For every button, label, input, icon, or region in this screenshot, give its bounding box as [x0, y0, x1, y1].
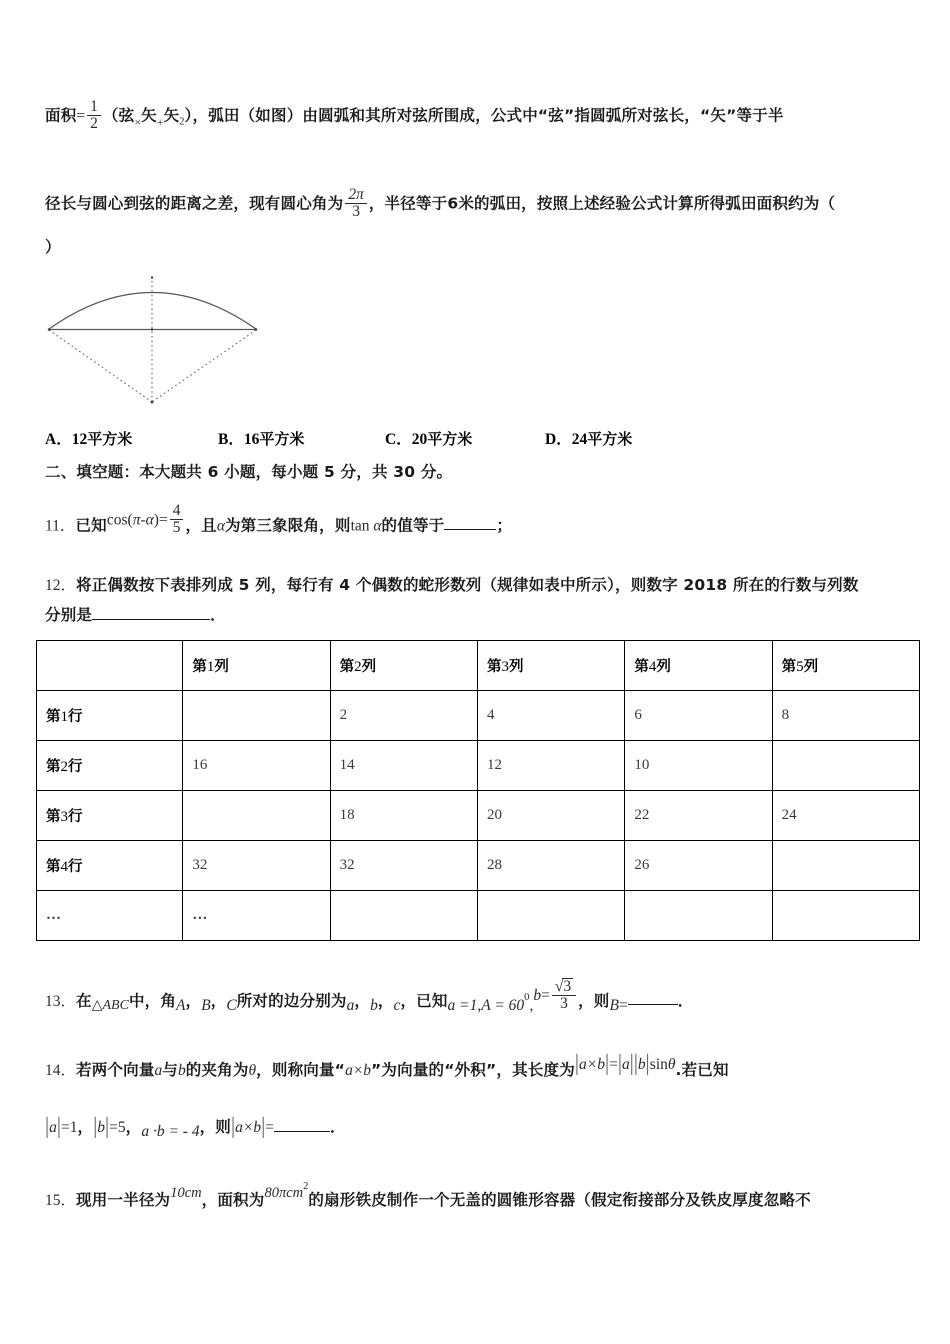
q11-alpha: α	[145, 511, 154, 529]
table-cell-r5c1: …	[183, 891, 330, 941]
q14-line2-mag-b: b	[97, 1119, 106, 1136]
table-row	[37, 691, 920, 741]
table-cell-r5c3	[477, 891, 624, 941]
row1-index: 1	[60, 709, 68, 725]
abs-bar-open-1: |	[575, 1050, 579, 1077]
q10-area-label: 面积	[45, 106, 77, 125]
q11-alpha3: α	[373, 517, 382, 535]
q14-mag-a: a	[621, 1056, 630, 1073]
q14-line1-f: .若已知	[675, 1061, 729, 1079]
col1-index: 1	[206, 659, 215, 675]
q13-lead: 在	[76, 991, 92, 1010]
q11-value-denominator: 5	[172, 519, 181, 537]
q13-mid3: ，则	[578, 991, 610, 1010]
q14-vector-a: a	[154, 1062, 163, 1079]
table-cell-r2c2: 14	[330, 741, 477, 791]
q10-line1	[45, 100, 784, 134]
q10-half-fraction	[87, 99, 101, 133]
option-d-value: 24	[571, 431, 588, 448]
row4-prefix: 第	[46, 859, 61, 875]
col5-suffix: 列	[803, 659, 819, 675]
q14-mag-cross: a×b	[579, 1056, 605, 1073]
abs-bar-open-2: |	[618, 1050, 622, 1077]
q10-term-chord: 弦	[118, 106, 135, 125]
option-c-value: 20	[411, 431, 428, 448]
q11-minus: -	[140, 511, 146, 529]
col2-suffix: 列	[361, 659, 377, 675]
row3-suffix: 行	[68, 809, 83, 825]
q13-radicand: 3	[563, 978, 572, 995]
q13-number: 13．	[45, 992, 77, 1010]
arc-apex-point	[151, 276, 153, 278]
table-cell-r2c5	[772, 741, 919, 791]
q14-formula-equals: =	[609, 1056, 618, 1073]
table-cell-r3c3: 20	[477, 791, 624, 841]
row1-prefix: 第	[46, 709, 61, 725]
option-d-unit: 平方米	[587, 430, 633, 448]
table-col-header-1	[183, 641, 330, 691]
radius-right-dashed	[152, 330, 256, 402]
q13-mid1: 中，角	[128, 991, 177, 1010]
q11-tail: 的值等于	[381, 516, 445, 535]
q11-line	[45, 502, 513, 544]
table-header-row	[37, 641, 920, 691]
option-b-label: B．	[218, 431, 244, 448]
col3-suffix: 列	[508, 659, 524, 675]
col4-index: 4	[648, 659, 657, 675]
col3-index: 3	[501, 659, 509, 675]
q10-times-operator: ×	[134, 115, 142, 130]
q15-number: 15．	[45, 1192, 77, 1210]
q11-value-numerator: 4	[170, 503, 184, 520]
q12-line2-tail: ．	[210, 606, 226, 624]
table-row	[37, 891, 920, 941]
option-d[interactable]	[545, 427, 632, 449]
col2-index: 2	[354, 659, 362, 675]
row4-index: 4	[60, 859, 68, 875]
col5-index: 5	[796, 659, 804, 675]
q10-term-sagitta-1: 矢	[141, 106, 157, 125]
q13-known-label: 已知	[416, 991, 448, 1010]
abs-bar-open-3: |	[634, 1050, 638, 1077]
table-cell-r5c2	[330, 891, 477, 941]
q14-line2-eq-b: =5	[109, 1119, 126, 1136]
table-cell-r4c1: 32	[183, 841, 330, 891]
table-row	[37, 741, 920, 791]
q14-line2-comma-1: ，	[77, 1118, 94, 1136]
table-cell-r3c4: 22	[625, 791, 772, 841]
q13-vertex-a: A	[176, 996, 186, 1014]
q14-line1-a: 若两个向量	[76, 1061, 155, 1079]
col5-prefix: 第	[781, 659, 797, 675]
option-d-label: D．	[545, 431, 572, 448]
q11-arg-open: (	[127, 511, 133, 529]
q14-line2-mag-a: a	[49, 1119, 57, 1136]
q14-line1-d: ，则称向量“	[256, 1061, 346, 1079]
q11-alpha2: α	[216, 517, 225, 535]
q10-line1-tail: ，弧田（如图）由圆弧和其所对弦所围成，公式中“弦”指圆弧所对弦长，“矢”等于半	[192, 106, 784, 125]
q10-term-sagitta-2: 矢	[163, 106, 180, 125]
table-cell-r1c4: 6	[625, 691, 772, 741]
abs-bar-close-1: |	[605, 1050, 609, 1077]
q13-triangle-abc: △ABC	[91, 997, 129, 1013]
q10-paren-close: ）	[184, 106, 193, 125]
q10-line2	[45, 188, 835, 222]
q10-paren-open: （	[102, 106, 119, 125]
row4-suffix: 行	[68, 859, 83, 875]
q14-number: 14．	[45, 1062, 77, 1079]
option-c[interactable]	[385, 427, 472, 449]
col4-suffix: 列	[656, 659, 671, 675]
col4-prefix: 第	[634, 659, 649, 675]
q14-line1-e: ”为向量的“外积”，其长度为	[371, 1061, 575, 1079]
q10-options	[45, 427, 925, 451]
q14-dot-product-expression: a ·b = - 4	[141, 1123, 200, 1140]
q10-line3: ）	[45, 238, 61, 256]
row2-index: 2	[60, 759, 68, 775]
q12-line1	[45, 578, 859, 594]
q15-line1	[45, 1181, 811, 1210]
q13-comma-5: ，	[400, 991, 417, 1010]
q13-answer-equals: =	[618, 996, 628, 1014]
q15-area-exponent: 2	[303, 1181, 309, 1192]
snake-number-table	[36, 640, 920, 941]
q13-comma-2: ，	[210, 991, 227, 1010]
abs-bar-open-4: |	[45, 1113, 49, 1140]
q11-cos-expression	[107, 504, 186, 538]
arc-endpoint-left	[48, 328, 51, 331]
q10-angle-numerator: 2π	[345, 187, 367, 204]
abs-bar-close-2: |	[630, 1050, 634, 1077]
option-b-unit: 平方米	[259, 430, 305, 448]
table-cell-r3c5: 24	[772, 791, 919, 841]
q13-b-value-expression	[533, 979, 578, 1014]
table-cell-r5c5	[772, 891, 919, 941]
q14-line2	[45, 1113, 346, 1140]
q13-b-denominator: 3	[560, 995, 568, 1013]
q11-equals: =	[158, 511, 168, 529]
q13-side-b: b	[370, 996, 378, 1014]
q14-mag-b: b	[637, 1056, 646, 1073]
q13-line	[45, 978, 694, 1020]
q14-theta: θ	[248, 1062, 257, 1079]
col3-prefix: 第	[486, 659, 502, 675]
q14-theta2: θ	[667, 1056, 676, 1073]
q15-radius-value: 10cm	[170, 1185, 202, 1202]
q10-term-sagitta-2-sub: 2	[179, 116, 185, 128]
q13-comma-6: ,	[477, 996, 482, 1014]
q11-arg-close: )	[153, 511, 159, 529]
col1-suffix: 列	[214, 659, 229, 675]
q13-side-a: a	[346, 996, 355, 1014]
q13-mid2: 所对的边分别为	[236, 991, 347, 1010]
q15-mid1: ，面积为	[201, 1191, 265, 1210]
q12-answer-blank[interactable]	[92, 619, 210, 620]
q10-radius-value: 6	[447, 194, 459, 213]
q13-comma-3: ，	[354, 991, 371, 1010]
q11-answer-blank[interactable]	[444, 529, 496, 530]
option-c-unit: 平方米	[427, 430, 473, 448]
q13-b-var: b	[533, 986, 542, 1004]
q10-angle-denominator: 3	[352, 203, 360, 221]
q14-line2-end: ．	[329, 1118, 346, 1136]
option-b[interactable]	[218, 427, 304, 449]
option-a[interactable]	[45, 427, 132, 449]
q13-side-c: c	[393, 996, 401, 1014]
q13-answer-var-B: B	[609, 996, 619, 1014]
q10-line2-tail-a: ，半径等于	[368, 194, 448, 213]
q11-cos-operator: cos	[106, 511, 128, 529]
table-cell-r1c1	[183, 691, 330, 741]
table-corner-cell	[37, 641, 183, 691]
table-cell-r4c2: 32	[330, 841, 477, 891]
q15-tail: 的扇形铁皮制作一个无盖的圆锥形容器（假定衔接部分及铁皮厚度忽略不	[308, 1191, 811, 1210]
q15-lead: 现用一半径为	[76, 1191, 171, 1210]
option-a-value: 12	[71, 431, 88, 448]
option-a-unit: 平方米	[87, 430, 133, 448]
table-row	[37, 791, 920, 841]
q11-pi: π	[132, 511, 141, 529]
row3-index: 3	[60, 809, 68, 825]
q10-half-denominator: 2	[90, 115, 98, 133]
q10-plus-operator: +	[156, 115, 164, 130]
abs-bar-close-5: |	[105, 1113, 109, 1140]
sqrt-icon: √	[554, 978, 564, 995]
table-cell-r4c4: 26	[625, 841, 772, 891]
abs-bar-close-4: |	[57, 1113, 61, 1140]
q13-condition-A: A = 60	[481, 996, 525, 1014]
q10-central-angle-fraction	[345, 187, 367, 221]
table-row-header-2	[37, 741, 183, 791]
option-a-label: A．	[45, 431, 72, 448]
q14-vector-b: b	[177, 1062, 186, 1079]
q13-b-equals: =	[541, 986, 550, 1004]
q14-length-formula	[575, 1050, 676, 1077]
col1-prefix: 第	[192, 659, 207, 675]
row1-suffix: 行	[68, 709, 83, 725]
q13-degree-sign: 0	[524, 991, 530, 1003]
q14-line2-mag-cross: a×b	[235, 1119, 262, 1136]
q14-sin-operator: sin	[649, 1056, 668, 1073]
q15-area-value: 80πcm	[264, 1185, 304, 1202]
q14-line1	[45, 1050, 729, 1079]
q12-line1-text: 将正偶数按下表排列成 5 列，每行有 4 个偶数的蛇形数列（规律如表中所示），则数字 2018 所在的行数与列数	[76, 576, 859, 594]
q14-line2-eq-c: =	[265, 1119, 274, 1136]
q13-vertex-b: B	[201, 996, 211, 1014]
row2-suffix: 行	[68, 759, 83, 775]
q13-b-fraction	[552, 978, 576, 1013]
table-cell-r5c4	[625, 891, 772, 941]
q10-line2-tail-b: 米的弧田，按照上述经验公式计算所得弧田面积约为（	[458, 194, 836, 213]
q14-line2-eq-a: =1	[60, 1119, 78, 1136]
q10-half-numerator: 1	[87, 99, 101, 116]
q13-answer-blank[interactable]	[628, 1004, 678, 1005]
q14-answer-blank[interactable]	[274, 1131, 330, 1132]
q13-vertex-c: C	[226, 996, 237, 1014]
q13-end: ．	[677, 991, 694, 1010]
arc-field-svg	[40, 262, 280, 412]
section2-heading: 二、填空题：本大题共 6 小题，每小题 5 分，共 30 分。	[45, 463, 453, 481]
table-col-header-4	[625, 641, 772, 691]
q11-number: 11．	[45, 517, 76, 535]
table-cell-r4c5	[772, 841, 919, 891]
table-row-header-4	[37, 841, 183, 891]
table-row-header-3	[37, 791, 183, 841]
q14-line1-b: 与	[162, 1061, 178, 1079]
q11-mid: ，且	[185, 516, 217, 535]
q12-number: 12．	[45, 577, 77, 594]
q13-comma-7: ,	[529, 996, 534, 1014]
option-b-value: 16	[243, 431, 260, 448]
q12-line2-head: 分别是	[45, 606, 93, 624]
q13-condition-a: a =1	[447, 996, 478, 1014]
row2-prefix: 第	[46, 759, 61, 775]
table-col-header-3	[477, 641, 624, 691]
q13-comma-1: ，	[185, 991, 202, 1010]
q14-cross-expression: a×b	[345, 1062, 372, 1079]
arc-endpoint-right	[255, 328, 258, 331]
q11-tan-operator: tan	[350, 517, 370, 535]
chord-midpoint	[151, 328, 153, 330]
option-c-label: C．	[385, 431, 412, 448]
table-row-header-ellipsis: …	[37, 891, 183, 941]
table-col-header-2	[330, 641, 477, 691]
q10-equals: =	[76, 107, 86, 125]
table-cell-r3c2: 18	[330, 791, 477, 841]
table-row-header-1	[37, 691, 183, 741]
table-row	[37, 841, 920, 891]
radius-left-dashed	[49, 330, 152, 402]
q14-line2-comma-3: ，则	[199, 1118, 231, 1136]
table-cell-r1c2: 2	[330, 691, 477, 741]
table-cell-r1c5: 8	[772, 691, 919, 741]
abs-bar-open-5: |	[93, 1113, 97, 1140]
q14-line1-c: 的夹角为	[185, 1061, 249, 1079]
abs-bar-close-3: |	[646, 1050, 650, 1077]
q10-line2-head: 径长与圆心到弦的距离之差，现有圆心角为	[45, 194, 344, 213]
abs-bar-close-6: |	[261, 1113, 265, 1140]
abs-bar-open-6: |	[231, 1113, 235, 1140]
table-cell-r4c3: 28	[477, 841, 624, 891]
table-cell-r2c4: 10	[625, 741, 772, 791]
q13-comma-4: ，	[377, 991, 394, 1010]
circle-center-point	[151, 401, 154, 404]
row3-prefix: 第	[46, 809, 61, 825]
q11-end: ；	[496, 516, 513, 535]
q11-mid2: 为第三象限角，则	[224, 516, 351, 535]
table-col-header-5	[772, 641, 919, 691]
q14-line2-comma-2: ，	[125, 1118, 142, 1136]
col2-prefix: 第	[339, 659, 355, 675]
q11-lead: 已知	[75, 516, 107, 535]
q12-line2	[45, 608, 226, 624]
table-cell-r1c3: 4	[477, 691, 624, 741]
table-cell-r2c3: 12	[477, 741, 624, 791]
table-cell-r2c1: 16	[183, 741, 330, 791]
table-cell-r3c1	[183, 791, 330, 841]
q11-value-fraction	[170, 503, 184, 537]
q13-b-numerator	[552, 978, 576, 996]
arc-field-diagram	[40, 262, 280, 412]
